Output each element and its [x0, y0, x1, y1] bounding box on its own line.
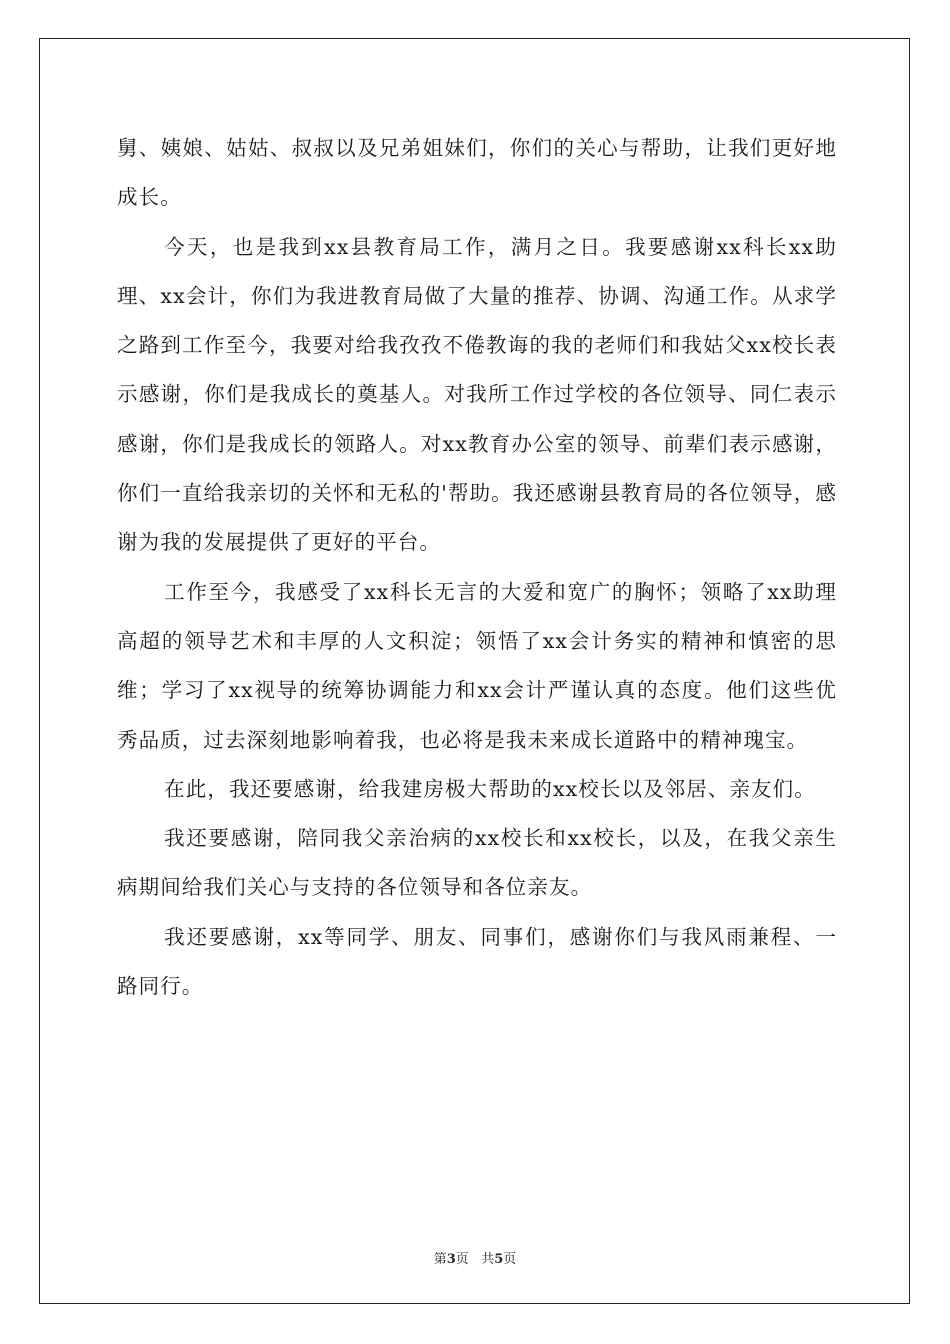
footer-total-prefix: 共	[481, 1252, 495, 1267]
paragraph-2: 今天，也是我到xx县教育局工作，满月之日。我要感谢xx科长xx助理、xx会计，你们为我进教育局做了大量的推荐、协调、沟通工作。从求学之路到工作至今，我要对给我孜孜不倦教诲的我的老师们和我姑父xx校长表示感谢，你们是我成长的奠基人。对我所工作过学校的各位领导、同仁表示感谢，你们是我成长的领路人。对xx教育办公室的领导、前辈们表示感谢，你们一直给我亲切的关怀和无私的'帮助。我还感谢县教育局的各位领导，感谢为我的发展提供了更好的平台。	[117, 234, 837, 555]
paragraph-3: 工作至今，我感受了xx科长无言的大爱和宽广的胸怀；领略了xx助理高超的领导艺术和丰厚的人文积淀；领悟了xx会计务实的精神和慎密的思维；学习了xx视导的统筹协调能力和xx会计严谨认真的态度。他们这些优秀品质，过去深刻地影响着我，也必将是我未来成长道路中的精神瑰宝。	[117, 579, 837, 752]
current-page-number: 3	[446, 1252, 456, 1267]
document-body	[117, 124, 837, 1011]
paragraph-6: 我还要感谢，xx等同学、朋友、同事们，感谢你们与我风雨兼程、一路同行。	[117, 924, 837, 999]
paragraph-1: 舅、姨娘、姑姑、叔叔以及兄弟姐妹们，你们的关心与帮助，让我们更好地成长。	[117, 136, 837, 210]
paragraph-5: 我还要感谢，陪同我父亲治病的xx校长和xx校长，以及，在我父亲生病期间给我们关心与支持的各位领导和各位亲友。	[117, 826, 837, 900]
total-pages-number: 5	[494, 1252, 504, 1267]
page-footer	[0, 1248, 950, 1267]
footer-prefix: 第	[433, 1252, 447, 1267]
footer-page-suffix: 页	[455, 1252, 469, 1267]
paragraph-4: 在此，我还要感谢，给我建房极大帮助的xx校长以及邻居、亲友们。	[164, 776, 816, 801]
footer-total-suffix: 页	[503, 1252, 517, 1267]
